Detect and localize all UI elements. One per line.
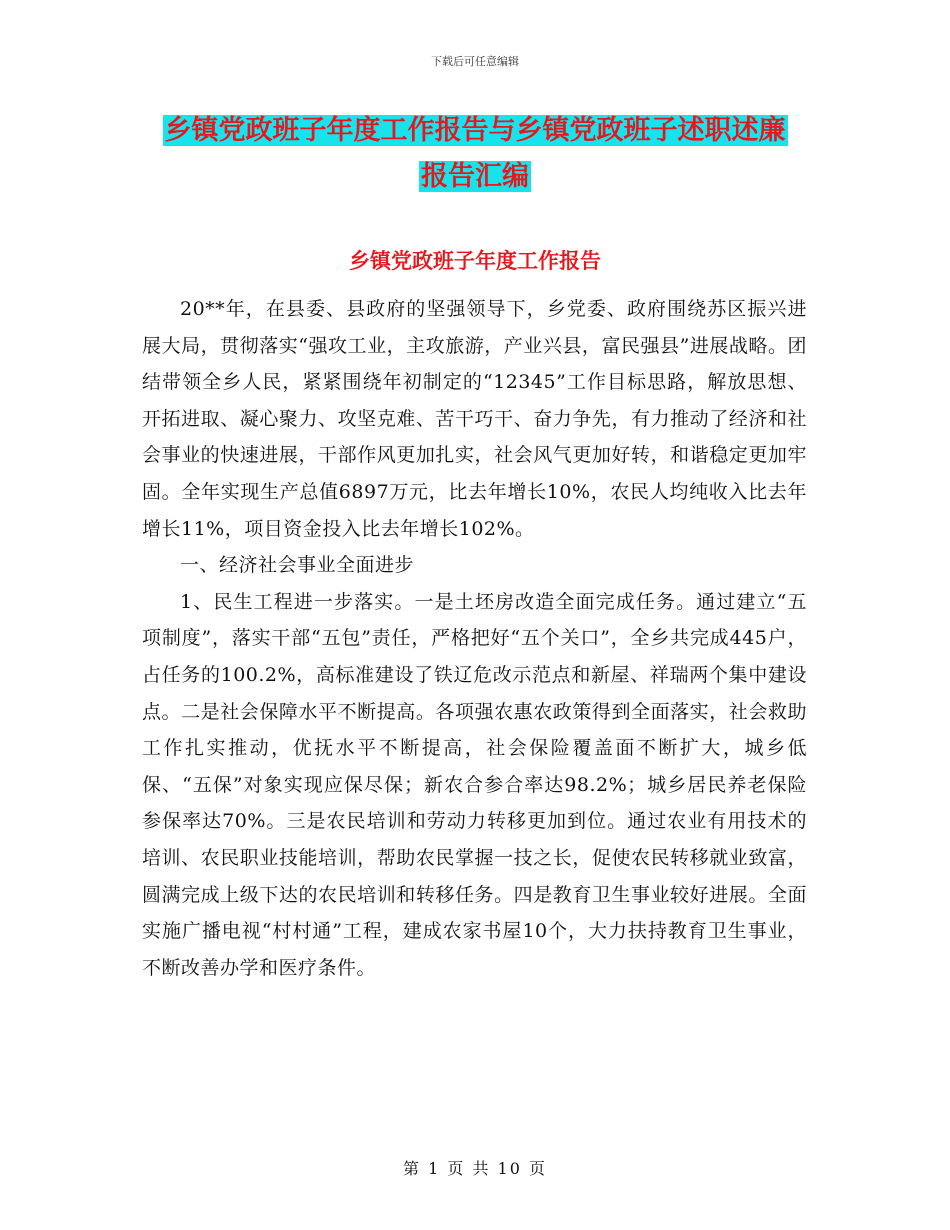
document-title [0, 108, 950, 200]
section-title: 乡镇党政班子年度工作报告 [349, 249, 601, 273]
paragraph-livelihood: 1、民生工程进一步落实。一是土坯房改造全面完成任务。通过建立“五项制度”，落实干部“五包”责任，严格把好“五个关口”，全乡共完成445户，占任务的100.2%，高标准建设了铁辽危改示范点和新屋、祥瑞两个集中建设点。二是社会保障水平不断提高。各项强农惠农政策得到全面落实，社会救助工作扎实推动，优抚水平不断提高，社会保险覆盖面不断扩大，城乡低保、“五保”对象实现应保尽保；新农合参合率达98.2%；城乡居民养老保险参保率达70%。三是农民培训和劳动力转移更加到位。通过农业有用技术的培训、农民职业技能培训，帮助农民掌握一技之长，促使农民转移就业致富，圆满完成上级下达的农民培训和转移任务。四是教育卫生事业较好进展。全面实施广播电视“村村通”工程，建成农家书屋10个，大力扶持教育卫生事业，不断改善办学和医疗条件。 [142, 590, 807, 979]
body-text [142, 291, 807, 986]
page-footer: 第 1 页 共 10 页 [403, 1159, 547, 1178]
paragraph-heading: 一、经济社会事业全面进步 [180, 554, 415, 577]
header-note: 下载后可任意编辑 [431, 55, 519, 68]
document-title-line-2: 报告汇编 [421, 161, 529, 192]
paragraph-intro: 20**年，在县委、县政府的坚强领导下，乡党委、政府围绕苏区振兴进展大局，贯彻落实“强攻工业，主攻旅游，产业兴县，富民强县”进展战略。团结带领全乡人民，紧紧围绕年初制定的“12345”工作目标思路，解放思想、开拓进取、凝心聚力、攻坚克难、苦干巧干、奋力争先，有力推动了经济和社会事业的快速进展，干部作风更加扎实，社会风气更加好转，和谐稳定更加牢固。全年实现生产总值6897万元，比去年增长10%，农民人均纯收入比去年增长11%，项目资金投入比去年增长102%。 [142, 298, 807, 540]
document-title-line-1: 乡镇党政班子年度工作报告与乡镇党政班子述职述廉 [164, 115, 786, 146]
